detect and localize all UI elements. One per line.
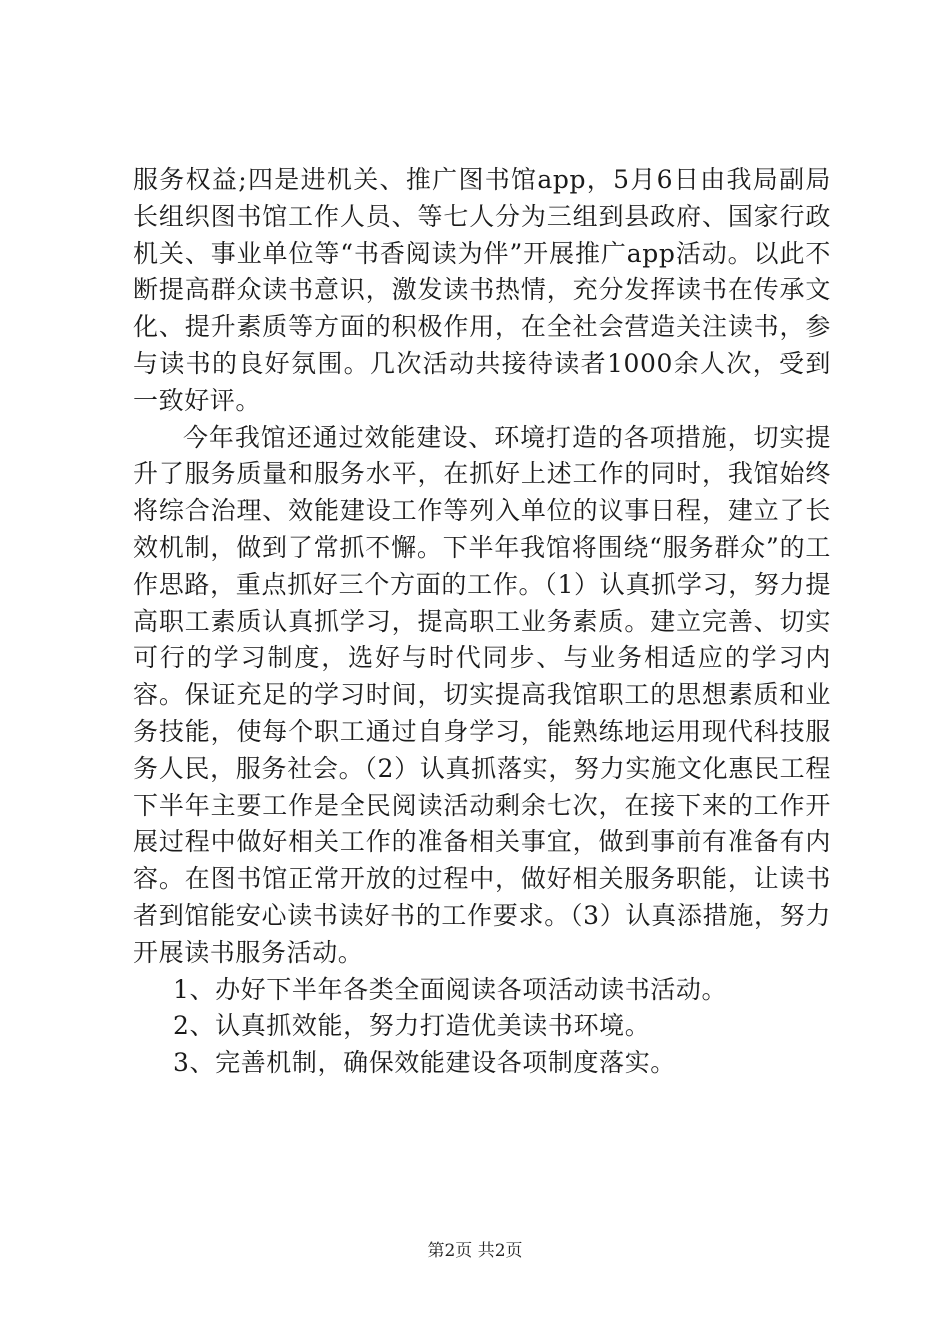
list-item-2: 2、认真抓效能，努力打造优美读书环境。 [173,1011,651,1041]
document-body [133,162,831,1082]
list-item-3: 3、完善机制，确保效能建设各项制度落实。 [173,1048,676,1078]
paragraph-service-rights: 服务权益;四是进机关、推广图书馆app，5月6日由我局副局长组织图书馆工作人员、等七人分为三组到县政府、国家行政机关、事业单位等“书香阅读为伴”开展推广app活动。以此不断提高群众读书意识，激发读书热情，充分发挥读书在传承文化、提升素质等方面的积极作用，在全社会营造关注读书，参与读书的良好氛围。几次活动共接待读者1000余人次，受到一致好评。 [133,165,831,415]
list-item-1: 1、办好下半年各类全面阅读各项活动读书活动。 [173,974,728,1004]
page-number-footer: 第2页 共2页 [427,1241,523,1261]
paragraph-work-summary: 今年我馆还通过效能建设、环境打造的各项措施，切实提升了服务质量和服务水平，在抓好上述工作的同时，我馆始终将综合治理、效能建设工作等列入单位的议事日程，建立了长效机制，做到了常抓不懈。下半年我馆将围绕“服务群众”的工作思路，重点抓好三个方面的工作。（1）认真抓学习，努力提高职工素质认真抓学习，提高职工业务素质。建立完善、切实可行的学习制度，选好与时代同步、与业务相适应的学习内容。保证充足的学习时间，切实提高我馆职工的思想素质和业务技能，使每个职工通过自身学习，能熟练地运用现代科技服务人民，服务社会。（2）认真抓落实，努力实施文化惠民工程下半年主要工作是全民阅读活动剩余七次，在接下来的工作开展过程中做好相关工作的准备相关事宜，做到事前有准备有内容。在图书馆正常开放的过程中，做好相关服务职能，让读书者到馆能安心读书读好书的工作要求。（3）认真添措施，努力开展读书服务活动。 [133,422,831,967]
